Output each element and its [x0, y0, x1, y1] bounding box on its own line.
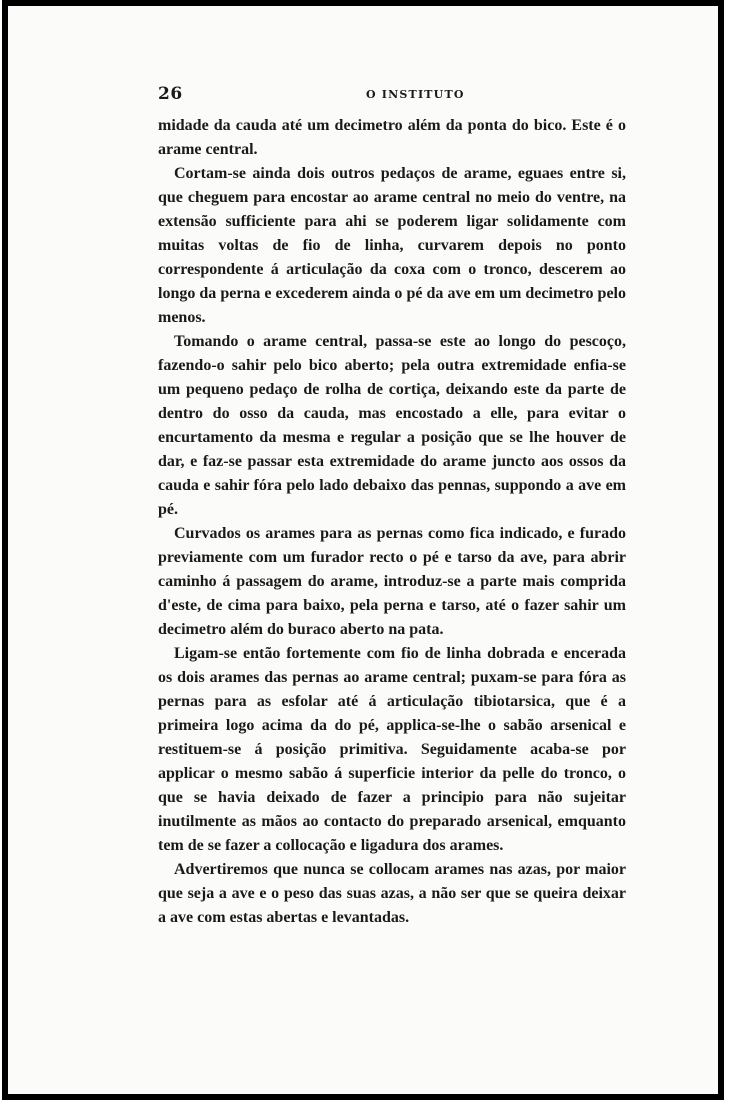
paragraph: Advertiremos que nunca se collocam arames nas azas, por maior que seja a ave e o peso das suas azas, a não ser que se queira deixar a ave com estas abertas e levantadas.: [158, 861, 626, 926]
document-page: [158, 82, 626, 930]
paragraph: Cortam-se ainda dois outros pedaços de arame, eguaes entre si, que cheguem para encostar ao arame central no meio do ventre, na extensão sufficiente para ahi se poderem ligar solidamente com muitas voltas de fio de linha, curvarem depois no ponto correspondente á articulação da coxa com o tronco, descerem ao longo da perna e excederem ainda o pé da ave em um decimetro pelo menos.: [158, 165, 626, 326]
paragraph: Ligam-se então fortemente com fio de linha dobrada e encerada os dois arames das pernas ao arame central; puxam-se para fóra as pernas para as esfolar até á articulação tibiotarsica, que é a primeira logo acima da do pé, applica-se-lhe o sabão arsenical e restituem-se á posição primitiva. Seguidamente acaba-se por applicar o mesmo sabão á superficie interior da pelle do tronco, o que se havia deixado de fazer a principio para não sujeitar inutilmente as mãos ao contacto do preparado arsenical, emquanto tem de se fazer a collocação e ligadura dos arames.: [158, 645, 626, 854]
paragraph: Curvados os arames para as pernas como fica indicado, e furado previamente com um furador recto o pé e tarso da ave, para abrir caminho á passagem do arame, introduz-se a parte mais comprida d'este, de cima para baixo, pela perna e tarso, até o fazer sahir um decimetro além do buraco aberto na pata.: [158, 525, 626, 638]
running-title: O INSTITUTO: [366, 88, 465, 101]
page-number: 26: [158, 84, 183, 104]
running-header: [158, 82, 626, 108]
paragraph-continuation: midade da cauda até um decimetro além da ponta do bico. Este é o arame central.: [158, 117, 626, 158]
paragraph: Tomando o arame central, passa-se este ao longo do pescoço, fazendo-o sahir pelo bico aberto; pela outra extremidade enfia-se um pequeno pedaço de rolha de cortiça, deixando este da parte de dentro do osso da cauda, mas encostado a elle, para evitar o encurtamento da mesma e regular a posição que se lhe houver de dar, e faz-se passar esta extremidade do arame juncto aos ossos da cauda e sahir fóra pelo lado debaixo das pennas, suppondo a ave em pé.: [158, 333, 626, 518]
